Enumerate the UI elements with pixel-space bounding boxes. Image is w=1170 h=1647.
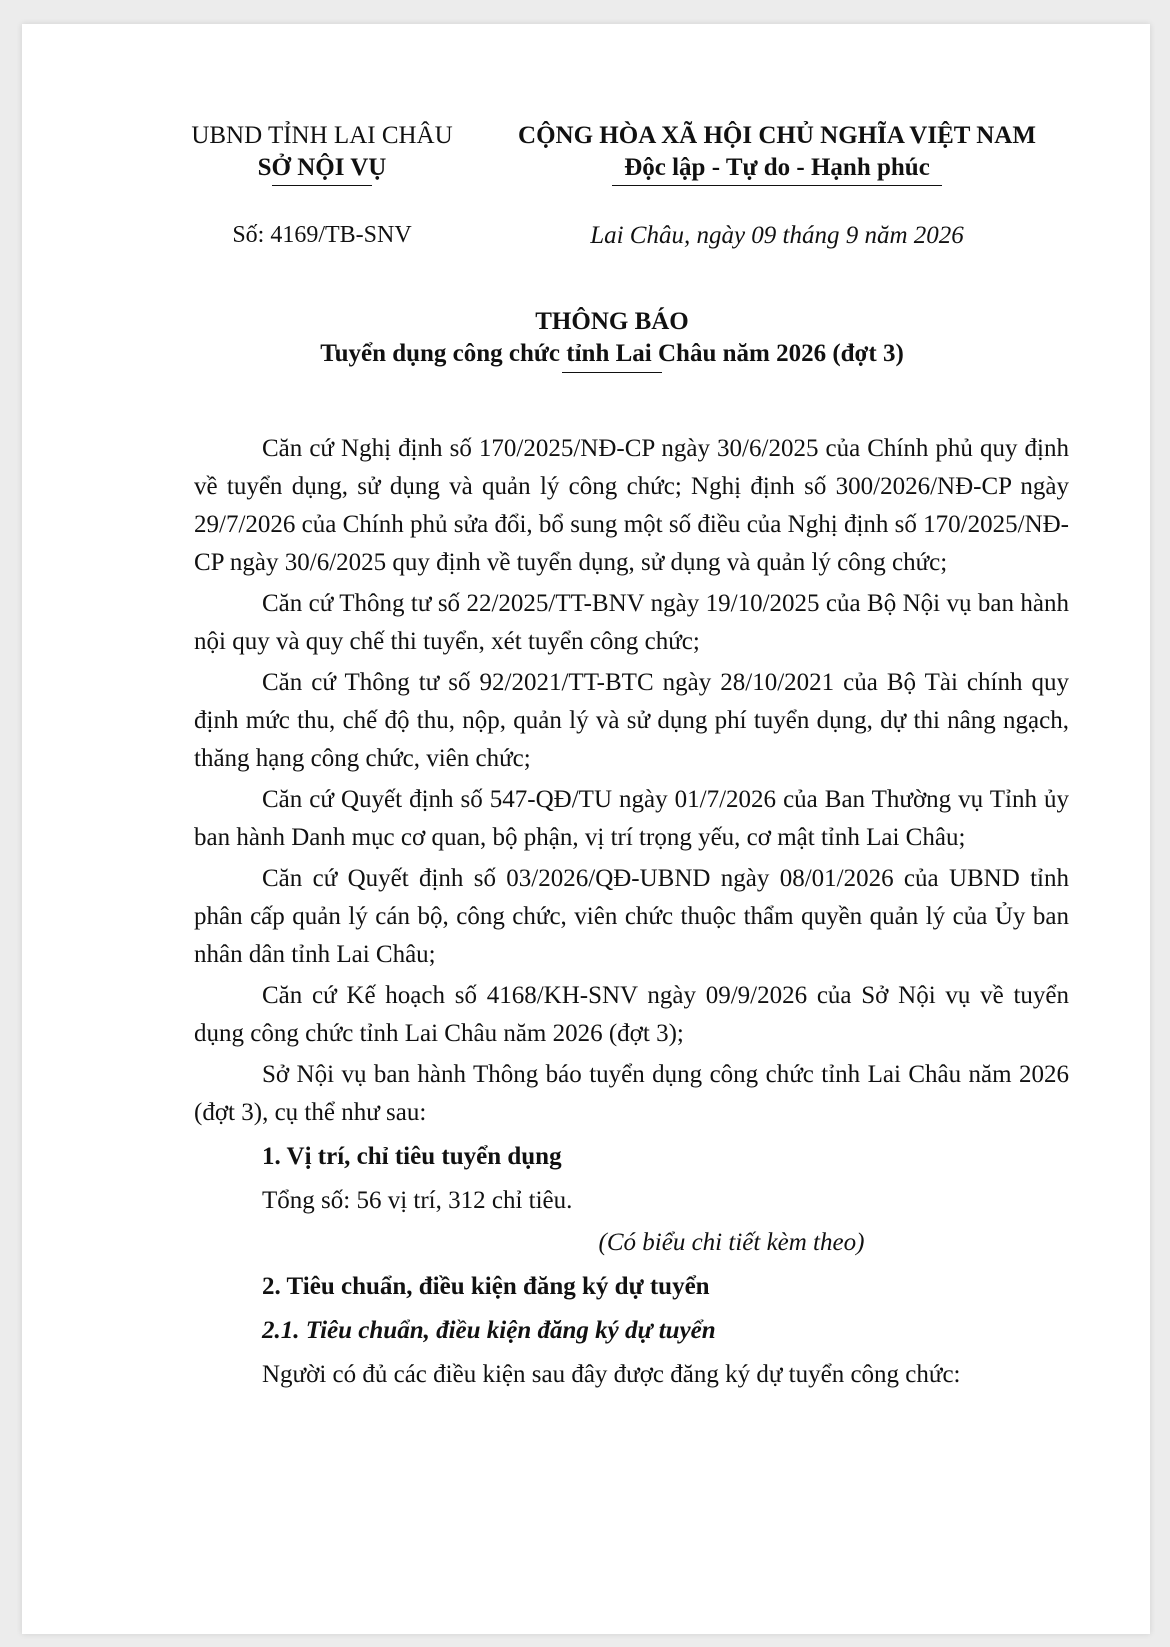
- legal-basis-3: Căn cứ Thông tư số 92/2021/TT-BTC ngày 28/10/2021 của Bộ Tài chính quy định mức thu, chế độ thu, nộp, quản lý và sử dụng phí tuyển dụng, dự thi nâng ngạch, thăng hạng công chức, viên chức;: [194, 669, 1069, 772]
- section-1-note: (Có biểu chi tiết kèm theo): [598, 1229, 865, 1256]
- document-page: [22, 24, 1150, 1634]
- document-body: [194, 430, 1069, 1397]
- title-sub: Tuyển dụng công chức tỉnh Lai Châu năm 2026 (đợt 3): [320, 340, 904, 367]
- national-header: [512, 120, 1042, 186]
- legal-basis-5: Căn cứ Quyết định số 03/2026/QĐ-UBND ngày 08/01/2026 của UBND tỉnh phân cấp quản lý cán bộ, công chức, viên chức thuộc thẩm quyền quản lý của Ủy ban nhân dân tỉnh Lai Châu;: [194, 865, 1069, 968]
- section-2-1-heading: 2.1. Tiêu chuẩn, điều kiện đăng ký dự tuyển: [262, 1317, 716, 1344]
- country-name: CỘNG HÒA XÃ HỘI CHỦ NGHĨA VIỆT NAM: [518, 122, 1036, 149]
- document-date: Lai Châu, ngày 09 tháng 9 năm 2026: [590, 222, 964, 249]
- legal-basis-6: Căn cứ Kế hoạch số 4168/KH-SNV ngày 09/9/2026 của Sở Nội vụ về tuyển dụng công chức tỉnh Lai Châu năm 2026 (đợt 3);: [194, 982, 1069, 1047]
- intro-paragraph: Sở Nội vụ ban hành Thông báo tuyển dụng công chức tỉnh Lai Châu năm 2026 (đợt 3), cụ thể như sau:: [194, 1061, 1069, 1126]
- agency-name: SỞ NỘI VỤ: [257, 154, 387, 181]
- legal-basis-2: Căn cứ Thông tư số 22/2025/TT-BNV ngày 19/10/2025 của Bộ Nội vụ ban hành nội quy và quy chế thi tuyển, xét tuyển công chức;: [194, 590, 1069, 655]
- motto-underline: [612, 185, 942, 186]
- parent-agency: UBND TỈNH LAI CHÂU: [191, 122, 453, 149]
- section-1-heading: 1. Vị trí, chỉ tiêu tuyển dụng: [262, 1143, 562, 1170]
- national-motto: Độc lập - Tự do - Hạnh phúc: [624, 154, 930, 181]
- section-2-heading: 2. Tiêu chuẩn, điều kiện đăng ký dự tuyển: [262, 1273, 710, 1300]
- legal-basis-1: Căn cứ Nghị định số 170/2025/NĐ-CP ngày 30/6/2025 của Chính phủ quy định về tuyển dụng, sử dụng và quản lý công chức; Nghị định số 300/2026/NĐ-CP ngày 29/7/2026 của Chính phủ sửa đổi, bổ sung một số điều của Nghị định số 170/2025/NĐ-CP ngày 30/6/2025 quy định về tuyển dụng, sử dụng và quản lý công chức;: [194, 435, 1069, 576]
- agency-header: [172, 120, 472, 186]
- title-main: THÔNG BÁO: [535, 308, 689, 335]
- document-title: [182, 306, 1042, 373]
- legal-basis-4: Căn cứ Quyết định số 547-QĐ/TU ngày 01/7/2026 của Ban Thường vụ Tỉnh ủy ban hành Danh mục cơ quan, bộ phận, vị trí trọng yếu, cơ mật tỉnh Lai Châu;: [194, 786, 1069, 851]
- agency-underline: [272, 185, 372, 186]
- section-2-1-text: Người có đủ các điều kiện sau đây được đăng ký dự tuyển công chức:: [262, 1361, 961, 1388]
- section-1-total: Tổng số: 56 vị trí, 312 chỉ tiêu.: [262, 1187, 573, 1214]
- document-number: Số: 4169/TB-SNV: [232, 222, 412, 248]
- title-underline: [562, 372, 662, 373]
